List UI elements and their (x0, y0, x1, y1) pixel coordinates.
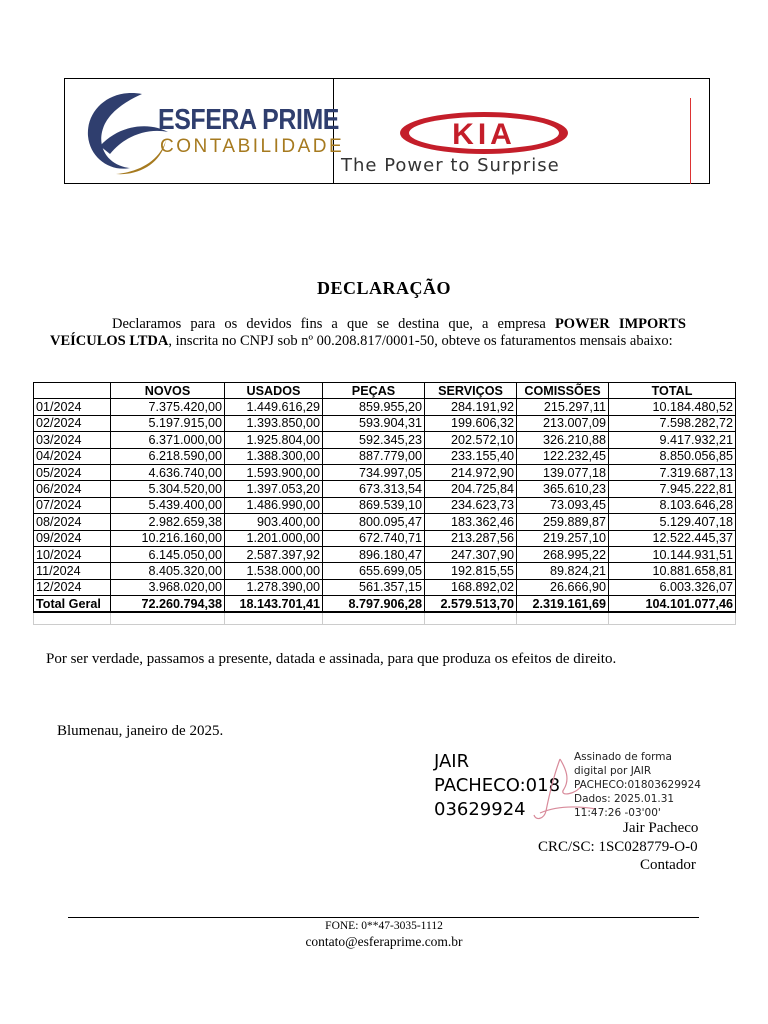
value-cell: 903.400,00 (225, 514, 323, 530)
value-cell: 192.815,55 (425, 563, 517, 579)
table-header-row (34, 383, 736, 399)
esfera-prime-logo-mark (80, 84, 170, 180)
value-cell: 6.218.590,00 (111, 448, 225, 464)
value-cell: 247.307,90 (425, 546, 517, 562)
table-row (34, 579, 736, 595)
signature-info-line: digital por JAIR (574, 765, 652, 777)
intro-paragraph (50, 316, 686, 350)
value-cell: 10.881.658,81 (609, 563, 736, 579)
table-row (34, 399, 736, 415)
value-cell: 213.287,56 (425, 530, 517, 546)
table-empty-row (34, 612, 736, 625)
value-cell: 365.610,23 (517, 481, 609, 497)
table-total-row (34, 596, 736, 613)
value-cell: 1.449.616,29 (225, 399, 323, 415)
value-cell: 1.397.053,20 (225, 481, 323, 497)
value-cell: 1.925.804,00 (225, 432, 323, 448)
empty-cell (323, 612, 425, 625)
value-cell: 6.145.050,00 (111, 546, 225, 562)
value-cell: 5.439.400,00 (111, 497, 225, 513)
value-cell: 4.636.740,00 (111, 464, 225, 480)
table-row (34, 448, 736, 464)
value-cell: 26.666,90 (517, 579, 609, 595)
intro-text-end: , inscrita no CNPJ sob nº 00.208.817/0001-50, obteve os faturamentos mensais abaixo: (168, 333, 673, 349)
value-cell: 592.345,23 (323, 432, 425, 448)
row-label-cell: 10/2024 (34, 546, 111, 562)
row-label-cell: 07/2024 (34, 497, 111, 513)
value-cell: 268.995,22 (517, 546, 609, 562)
digital-signature-info (574, 750, 724, 820)
row-label-cell: Total Geral (34, 596, 111, 613)
value-cell: 1.393.850,00 (225, 415, 323, 431)
value-cell: 214.972,90 (425, 464, 517, 480)
value-cell: 10.216.160,00 (111, 530, 225, 546)
value-cell: 10.144.931,51 (609, 546, 736, 562)
signature-info-line: Assinado de forma (574, 751, 672, 763)
header-cell: USADOS (225, 383, 323, 399)
header-cell (34, 383, 111, 399)
value-cell: 199.606,32 (425, 415, 517, 431)
header-cell: NOVOS (111, 383, 225, 399)
value-cell: 8.103.646,28 (609, 497, 736, 513)
value-cell: 7.945.222,81 (609, 481, 736, 497)
kia-logo (398, 110, 570, 156)
value-cell: 859.955,20 (323, 399, 425, 415)
value-cell: 3.968.020,00 (111, 579, 225, 595)
value-cell: 89.824,21 (517, 563, 609, 579)
place-and-date: Blumenau, janeiro de 2025. (57, 723, 224, 739)
row-label-cell: 06/2024 (34, 481, 111, 497)
value-cell: 896.180,47 (323, 546, 425, 562)
value-cell: 8.405.320,00 (111, 563, 225, 579)
table-row (34, 514, 736, 530)
value-cell: 204.725,84 (425, 481, 517, 497)
value-cell: 1.486.990,00 (225, 497, 323, 513)
value-cell: 7.375.420,00 (111, 399, 225, 415)
value-cell: 234.623,73 (425, 497, 517, 513)
value-cell: 1.388.300,00 (225, 448, 323, 464)
row-label-cell: 05/2024 (34, 464, 111, 480)
row-label-cell: 02/2024 (34, 415, 111, 431)
value-cell: 672.740,71 (323, 530, 425, 546)
value-cell: 219.257,10 (517, 530, 609, 546)
esfera-prime-subtitle: CONTABILIDADE (160, 136, 345, 157)
value-cell: 73.093,45 (517, 497, 609, 513)
empty-cell (425, 612, 517, 625)
table-row (34, 546, 736, 562)
document-title: DECLARAÇÃO (316, 278, 451, 298)
revenue-table (33, 382, 736, 625)
empty-cell (111, 612, 225, 625)
value-cell: 7.319.687,13 (609, 464, 736, 480)
value-cell: 202.572,10 (425, 432, 517, 448)
value-cell: 2.982.659,38 (111, 514, 225, 530)
signer-crc: CRC/SC: 1SC028779-O-0 (538, 839, 698, 855)
signature-info-line: Dados: 2025.01.31 (574, 793, 675, 805)
value-cell: 869.539,10 (323, 497, 425, 513)
row-label-cell: 03/2024 (34, 432, 111, 448)
empty-cell (517, 612, 609, 625)
closing-statement: Por ser verdade, passamos a presente, datada e assinada, para que produza os efeitos de direito. (46, 651, 617, 667)
signature-info-line: PACHECO:01803629924 (574, 779, 701, 791)
table-row (34, 497, 736, 513)
empty-cell (225, 612, 323, 625)
value-cell: 326.210,88 (517, 432, 609, 448)
value-cell: 1.278.390,00 (225, 579, 323, 595)
red-vertical-rule (690, 98, 691, 184)
value-cell: 8.850.056,85 (609, 448, 736, 464)
kia-logo-text: KIA (452, 118, 516, 151)
header-cell: TOTAL (609, 383, 736, 399)
value-cell: 887.779,00 (323, 448, 425, 464)
value-cell: 800.095,47 (323, 514, 425, 530)
signature-info-line: 11:47:26 -03'00' (574, 807, 661, 819)
row-label-cell: 01/2024 (34, 399, 111, 415)
kia-tagline: The Power to Surprise (341, 155, 560, 176)
esfera-prime-name: ESFERA PRIME (158, 104, 339, 136)
empty-cell (34, 612, 111, 625)
value-cell: 139.077,18 (517, 464, 609, 480)
value-cell: 259.889,87 (517, 514, 609, 530)
signer-role: Contador (640, 857, 696, 873)
value-cell: 8.797.906,28 (323, 596, 425, 613)
company-name: POWER IMPORTS VEÍCULOS LTDA (50, 316, 686, 349)
footer-email[interactable]: contato@esferaprime.com.br (305, 934, 463, 949)
footer-divider (68, 917, 699, 918)
row-label-cell: 12/2024 (34, 579, 111, 595)
value-cell: 213.007,09 (517, 415, 609, 431)
row-label-cell: 04/2024 (34, 448, 111, 464)
signature-name-line: 03629924 (434, 799, 526, 820)
value-cell: 6.003.326,07 (609, 579, 736, 595)
value-cell: 2.319.161,69 (517, 596, 609, 613)
value-cell: 655.699,05 (323, 563, 425, 579)
empty-cell (609, 612, 736, 625)
header-cell: PEÇAS (323, 383, 425, 399)
value-cell: 72.260.794,38 (111, 596, 225, 613)
value-cell: 10.184.480,52 (609, 399, 736, 415)
table-row (34, 563, 736, 579)
table-row (34, 530, 736, 546)
signature-name-line: JAIR (434, 751, 470, 772)
value-cell: 1.538.000,00 (225, 563, 323, 579)
value-cell: 1.201.000,00 (225, 530, 323, 546)
value-cell: 593.904,31 (323, 415, 425, 431)
table-row (34, 481, 736, 497)
value-cell: 2.579.513,70 (425, 596, 517, 613)
value-cell: 9.417.932,21 (609, 432, 736, 448)
row-label-cell: 09/2024 (34, 530, 111, 546)
value-cell: 6.371.000,00 (111, 432, 225, 448)
row-label-cell: 11/2024 (34, 563, 111, 579)
value-cell: 561.357,15 (323, 579, 425, 595)
intro-text-start: Declaramos para os devidos fins a que se destina que, a empresa (112, 316, 546, 332)
signer-name: Jair Pacheco (623, 820, 699, 836)
value-cell: 2.587.397,92 (225, 546, 323, 562)
header-cell: COMISSÕES (517, 383, 609, 399)
value-cell: 18.143.701,41 (225, 596, 323, 613)
value-cell: 5.304.520,00 (111, 481, 225, 497)
value-cell: 5.197.915,00 (111, 415, 225, 431)
value-cell: 673.313,54 (323, 481, 425, 497)
value-cell: 7.598.282,72 (609, 415, 736, 431)
value-cell: 5.129.407,18 (609, 514, 736, 530)
value-cell: 168.892,02 (425, 579, 517, 595)
value-cell: 215.297,11 (517, 399, 609, 415)
value-cell: 122.232,45 (517, 448, 609, 464)
footer-phone: FONE: 0**47-3035-1112 (325, 920, 443, 932)
table-row (34, 415, 736, 431)
value-cell: 104.101.077,46 (609, 596, 736, 613)
value-cell: 233.155,40 (425, 448, 517, 464)
header-cell: SERVIÇOS (425, 383, 517, 399)
value-cell: 183.362,46 (425, 514, 517, 530)
table-row (34, 464, 736, 480)
value-cell: 734.997,05 (323, 464, 425, 480)
value-cell: 284.191,92 (425, 399, 517, 415)
signature-name-line: PACHECO:018 (434, 775, 561, 796)
value-cell: 12.522.445,37 (609, 530, 736, 546)
table-row (34, 432, 736, 448)
value-cell: 1.593.900,00 (225, 464, 323, 480)
row-label-cell: 08/2024 (34, 514, 111, 530)
